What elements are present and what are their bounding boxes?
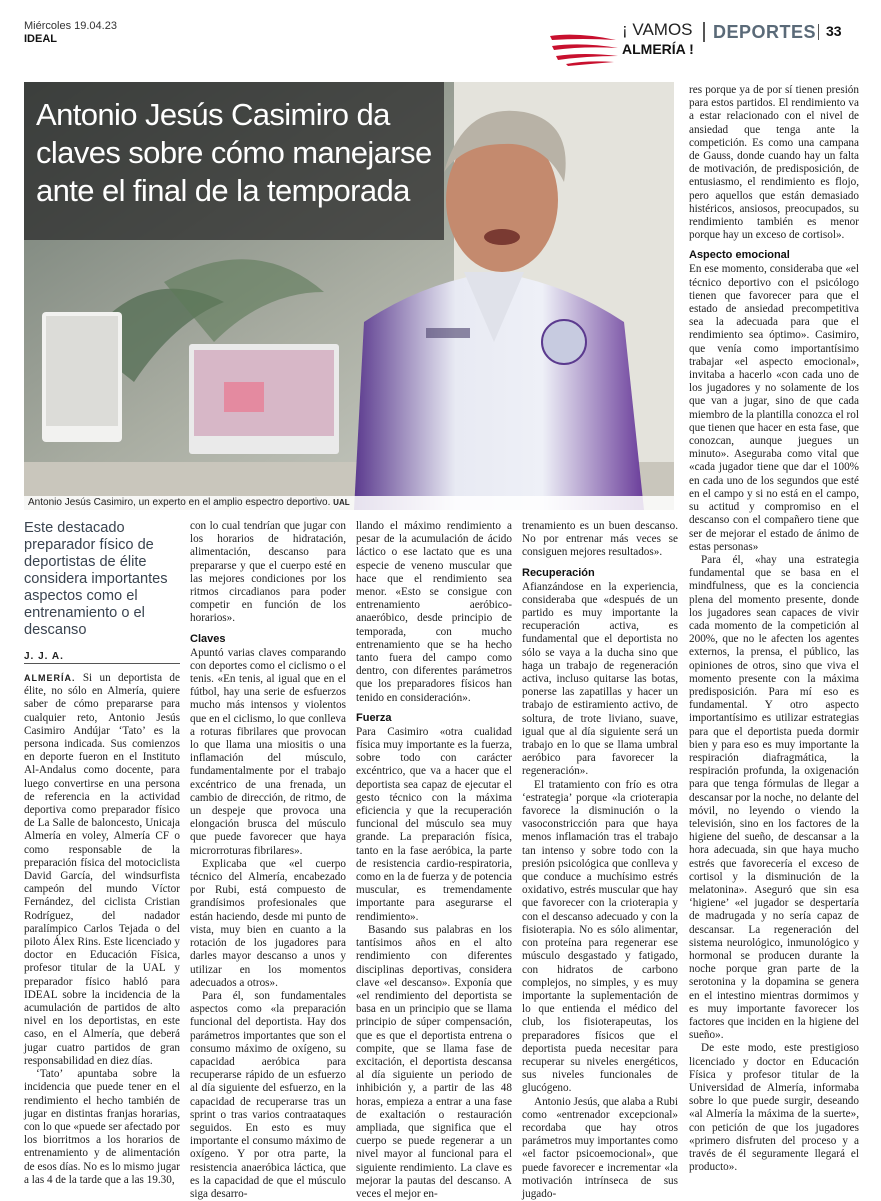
article-deck: Este destacado preparador físico de deportistas de élite considera importantes aspectos como el entrenamiento o el descanso [24,520,168,638]
subheading: Fuerza [356,711,392,724]
newspaper-name: IDEAL [24,33,57,45]
paragraph: llando el máximo rendimiento a pesar de la acumulación de ácido láctico o ese lactato que es una especie de veneno muscular que hace que el rendimiento sea menor. «Esto se consigue con entrenamiento aeróbico-anaeróbico, desde principio de temporada, con mucho entrenamiento que se ha hecho tanto fuera del campo como dentro, con diferentes parámetros que los preparadores físicos han tenido en consideración». [356,520,512,704]
dateline: ALMERÍA. [24,673,76,683]
paragraph-text: Si un deportista de élite, no sólo en Almería, quiere saber de cómo prepararse para cualquier reto, Antonio Jesús Casimiro Andújar ‘Tato’ es la persona indicada. Sus comienzos en deporte fueron en el Instituto Al-Andalus como docente, para luego convertirse en una persona de referencia en la actividad deportiva como preparador físico de La Salle de baloncesto, Unicaja Almería en voley, Almería CF o como responsable de la preparación física del motociclista David García, del windsurfista campeón del mundo Víctor Fernández, del ciclista Cristian Rodríguez, del nadador paralímpico Carlos Tejada o del piloto Álex Rins. Este licenciado y doctor en Educación Física, profesor titular de la UAL y preparador físico habló para IDEAL sobre la incidencia de la acumulación de partidos de alto nivel en los deportistas, en este caso, en el Almería, que deberá jugar cuatro partidos de gran responsabilidad en diez días. [24,672,180,1067]
paragraph: Basando sus palabras en los tantísimos años en el alto rendimiento con diferentes disciplinas deportivas, considera clave «el descanso». Exponía que «el rendimiento del deportista se basa en un principio que se llama principio de súper compensación, que es que el deportista entrena o compite, que se llama fase de excitación, el deportista descansa al día siguiente un periodo de inhibición y, a partir de las 48 horas, empieza a entrar a una fase de exaltación o restauración ampliada, que significa que el cuerpo se puede regenerar a un nivel mayor al funcional para el siguiente rendimiento. La clave es mejorar la pautas del descanso. A veces el mejor en- [356,923,512,1200]
paragraph [24,672,180,1068]
article-column-4 [522,520,678,1201]
header-divider [818,24,819,40]
paragraph: De este modo, este prestigioso licenciado y doctor en Educación Física y profesor titular de la Universidad de Almería, informaba sobre lo que puede surgir, deseando «al Almería la máxima de la suerte», con petición de que los jugadores «primero disfruten del proceso y a través de él seguramente llegará el producto». [689,1042,859,1174]
article-column-5 [689,84,859,1174]
article-column-1 [24,672,180,1187]
article-column-2 [190,520,346,1201]
paragraph: El tratamiento con frío es otra ‘estrategia’ porque «la crioterapia favorece la disminución o la vasoconstricción para que haya menos inflamación tras el trabajo tan intenso y sobre todo con la presión psicológica que conlleva y que conduce a muchísimo estrés oxidativo, estrés muscular que hay que favorecer con la crioterapia y con el descanso adecuado y con la fisioterapia. No es sólo alimentar, con proteína para regenerar ese músculo desgastado y fatigado, con hidratos de carbono complejos, no simples, y es muy importante la suplementación de lo que entienda el médico del club, los fisioterapeutas, los preparadores físicos que el deportista pueda necesitar para recuperar su niveles energéticos, sus niveles funcionales de glucógeno. [522,778,678,1095]
paragraph: En ese momento, consideraba que «el técnico deportivo con el psicólogo tienen que favorecer para que el estado de ansiedad precompetitiva sea la adecuada para que el rendimiento sea óptimo». Casimiro, que venía como importantísimo trabajar «el aspecto emocional», invitaba a hacerlo «con cada uno de los jugadores y no solamente de los que van a jugar, sino de que cada miembro de la plantilla conozca el rol que tienen que hacer en esta fase, que conozcan, aunque juegues un minuto». Aseguraba como vital que «cada jugador tiene que dar el 100% en cada uno de los segundos que esté en el campo y si no está en el campo, su actitud y compromiso en el descanso con el compañero tiene que ser de mejorar el estado de ánimo de estas personas» [689,263,859,553]
article-column-3 [356,520,512,1201]
paragraph: Apuntó varias claves comparando con deportes como el ciclismo o el tenis. «En tenis, al igual que en el fútbol, hay una serie de esfuerzos mucho más intensos y violentos que en el ciclismo, lo que conlleva a roturas fibrilares que provocan lo que llama una miositis o una inflamación del músculo, fundamentalmente por el trabajo excéntrico de una frenada, un cambio de dirección, de ritmo, de un despeje que provoca una elongación brusca del músculo que puede favorecer que haya microrroturas fibrilares». [190,646,346,857]
photo-caption-text: Antonio Jesús Casimiro, un experto en el amplio espectro deportivo. [28,497,331,508]
paragraph: Para él, son fundamentales aspectos como «la preparación funcional del deportista. Hay dos parámetros importantes que son el consumo máximo de oxígeno, su capacidad aeróbica para recuperarse rápido de un esfuerzo al día siguiente del esfuerzo, en la capacidad de recuperarse tras un sprint o tras varios contraataques seguidos. En esto es muy importante el consumo máximo de oxígeno. Y por otra parte, la resistencia anaeróbica láctica, que es la capacidad de que el músculo siga desarro- [190,989,346,1200]
edition-date: Miércoles 19.04.23 [24,20,117,32]
byline: J. J. A. [24,651,64,662]
header-divider [703,22,705,42]
subheading: Claves [190,632,226,645]
claw-marks-icon [548,26,620,66]
headline: Antonio Jesús Casimiro da claves sobre cómo manejarse ante el final de la temporada [36,97,432,208]
photo-credit: UAL [333,498,350,507]
paragraph: trenamiento es un buen descanso. No por entrenar más veces se consiguen mejores resultados». [522,520,678,559]
paragraph: res porque ya de por sí tienen presión para estos partidos. El rendimiento va a estar relacionado con el nivel de ansiedad que tenga ante la competición. Es como una campana de Gauss, donde cuando hay un falta de motivación, de predisposición, de entusiasmo, el rendimiento es flojo, pero aquellos que están demasiado histéricos, ansiosos, preocupados, su rendimiento también es menor porque hay un exceso de cortisol». [689,84,859,242]
paragraph: Afianzándose en la experiencia, consideraba que «después de un partido es muy importante la recuperación activa, es fundamental que el deportista no sólo se vaya a la ducha sino que haga un trabajo de regeneración activa, incluso quitarse las botas, ponerse las zapatillas y hacer un trabajo de estiramiento activo, de soltura, de trote liviano, suave, igual que al día siguiente será un trabajo en lo que se llama umbral aeróbico para favorecer la regeneración». [522,580,678,778]
paragraph: Para Casimiro «otra cualidad física muy importante es la fuerza, sobre todo con carácter excéntrico, que va a hacer que el deportista sea capaz de ejecutar el gesto técnico con la máxima eficiencia y que la recuperación funcional del músculo sea muy grande. La preparación física, tanto en la fase aeróbica, la parte de resistencia cardio-respiratoria, como en la de fuerza y de potencia muscular, es tremendamente importante para asegurarse el rendimiento». [356,725,512,923]
paragraph: Para él, «hay una estrategia fundamental que se basa en el mindfulness, que es la conciencia plena del momento presente, donde los jugadores sean capaces de vivir cada momento de la competición al 200%, que no le afecten los agentes externos, la prensa, el público, las opiniones de otros, sino que viva el momento presente con la máxima predisposición. Para mí eso es fundamental. Y otro aspecto importantísimo es utilizar estrategias para que el deportista pueda dormir bien y para eso es muy importante la respiración diafragmática, la respiración profunda, la oxigenación para que tenga fórmulas de llegar a descansar por la noche, no delante del móvil, no leyendo o viendo la televisión, sino en los factores de la higiene del sueño, de descansar a la hora adecuada, sin que haya mucho estrés que favorecería el exceso de cortisol y la disminución de la melatonina». Aseguró que sin esa ‘higiene’ «el jugador se despertaría de madrugada y no sería capaz de descansar. La regeneración del sistema neurológico, inmunológico y hormonal se producen durante la noche porque gran parte de la serotonina y la dopamina se genera en el intestino mientras dormimos y es muy importante favorecer los factores que inciden en la higiene del sueño». [689,553,859,1042]
paragraph: Antonio Jesús, que alaba a Rubi como «entrenador excepcional» recordaba que hay otros parámetros muy importantes como «el factor psicoemocional», que puede favorecer e incrementar «la motivación intrínseca de sus jugado- [522,1095,678,1200]
paragraph: con lo cual tendrían que jugar con los horarios de hidratación, alimentación, descanso para prepararse y que el cuerpo esté en las mejores condiciones por los ritmos circadianos para poder competir en función de los horarios». [190,520,346,625]
section-title: DEPORTES [713,22,817,42]
logo-text-bottom: ALMERÍA ! [622,41,694,57]
subheading: Recuperación [522,566,595,579]
subheading: Aspecto emocional [689,249,790,262]
page-number: 33 [826,23,842,39]
paragraph: Explicaba que «el cuerpo técnico del Almería, encabezado por Rubi, está compuesto de grandísimos profesionales que están haciendo, desde mi punto de vista, muy bien en cuanto a la rotación de los jugadores para darles mayor descanso a unos y utilizar en los momentos adecuados a otros». [190,857,346,989]
paragraph: ‘Tato’ apuntaba sobre la incidencia que puede tener en el rendimiento el hecho también de jugar en distintas franjas horarias, con lo que «puede ser afectado por los biorritmos a los horarios de entrenamiento y de alimentación de esos días. No es lo mismo jugar a las 4 de la tarde que a las 19.30, [24,1068,180,1186]
photo-caption [28,497,350,508]
byline-divider [24,663,180,664]
logo-text-top: ¡ VAMOS [622,20,693,39]
